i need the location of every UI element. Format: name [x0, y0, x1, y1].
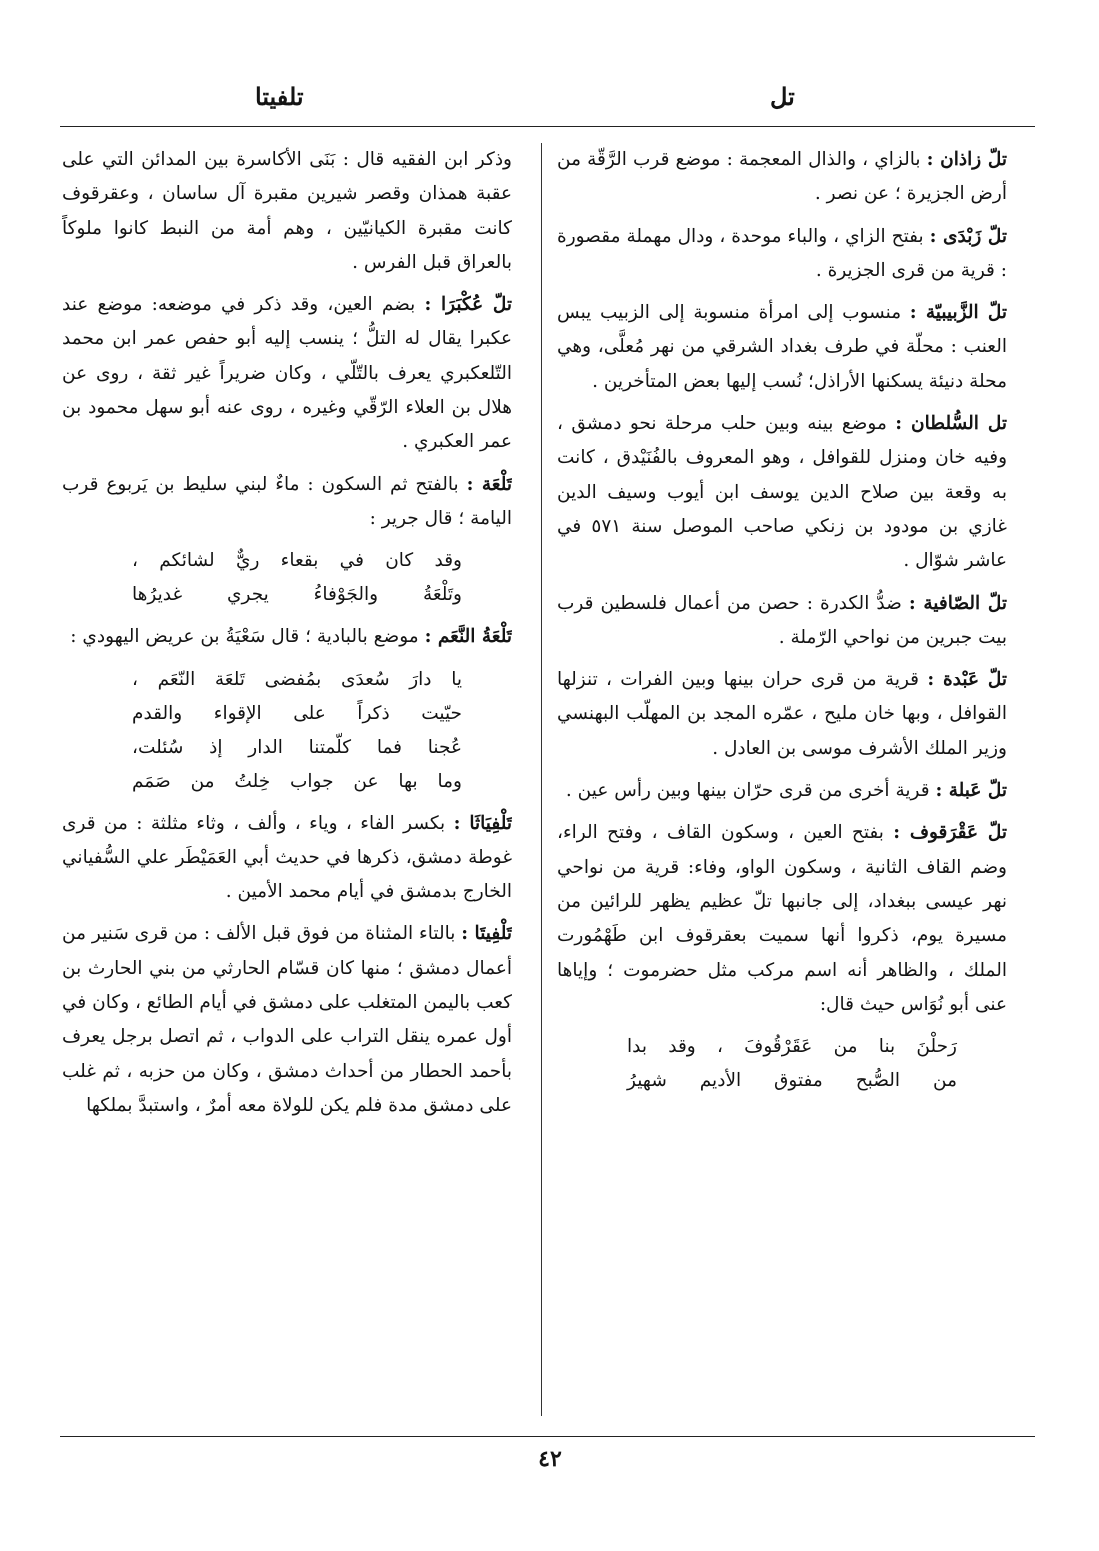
entry — [557, 143, 1007, 220]
verse-line: يا دارَ سُعدَى بمُفضى تَلعَة النّعَم ، — [132, 668, 462, 690]
verse-line: وتَلْعَةُ والجَوْفاءُ يجري غديرُها — [132, 584, 462, 606]
column-divider — [541, 143, 542, 1416]
headword: تلّ عَقْرَقوف : — [893, 822, 1007, 844]
entry-text: موضع بينه وبين حلب مرحلة نحو دمشق ، وفيه خان ومنزل للقوافل ، وهو المعروف بالفُنَيْدق ، كانت به وقعة بين صلاح الدين يوسف ابن أيوب وسيف الدين غازي بن مودود بن زنكي صاحب الموصل سنة ٥٧١ في عاشر شوّال . — [557, 413, 1007, 572]
entry — [62, 620, 512, 662]
verse-line: وقد كان في بقعاء ريٌّ لشائكم ، — [132, 550, 462, 572]
headword: تلّ عَبْدة : — [927, 669, 1007, 691]
verse-line: وما بها عن جواب خِلتُ من صَمَم — [132, 770, 462, 792]
entry — [557, 220, 1007, 297]
verse-line: من الصُّبح مفتوق الأديم شهيرُ — [627, 1070, 957, 1092]
running-head-right: تل — [770, 82, 795, 111]
headword: تل السُّلطان : — [895, 413, 1007, 435]
headword: تلّ زاذان : — [926, 149, 1007, 170]
entry — [62, 807, 512, 918]
entry — [557, 587, 1007, 664]
entry — [557, 774, 1007, 816]
page-number: ٤٢ — [538, 1446, 562, 1472]
entry-text: بفتح الزاي ، والباء موحدة ، ودال مهملة مقصورة : قرية من قرى الجزيرة . — [557, 225, 1007, 281]
entry-text: بضم العين، وقد ذكر في موضعه: موضع عند عكبرا يقال له التلُّ ؛ ينسب إليه أبو حفص عمر ابن محمد التّلعكبري يعرف بالتّلّي ، وكان ضريراً غير ثقة ، روى عن هلال بن العلاء الرّقّي وغيره ، روى عنه أبو سهل محمود بن عمر العكبري . — [62, 294, 512, 453]
verse-block — [557, 1030, 1007, 1106]
entry-text: بالزاي ، والذال المعجمة : موضع قرب الرَّقّة من أرض الجزيرة ؛ عن نصر . — [557, 149, 1007, 205]
entry — [62, 468, 512, 545]
verse-line: رَحلْنَ بنا من عَقَرْقُوفَ ، وقد بدا — [627, 1036, 957, 1058]
headword: تَلْفِيَاثَا : — [453, 812, 512, 834]
entry-text: بالتاء المثناة من فوق قبل الألف : من قرى سَنير من أعمال دمشق ؛ منها كان قسّام الحارثي من بني الحارث بن كعب باليمن المتغلب على دمشق في أيام الطائع ، وكان في أول عمره ينقل التراب على الدواب ، ثم اتصل برجل يعرف بأحمد الحطار من أحداث دمشق ، وكان من حزبه ، ثم غلب على دمشق مدة فلم يكن للولاة معه أمرٌ ، واستبدَّ بملكها — [62, 923, 512, 1116]
entry-text: بالفتح ثم السكون : ماءٌ لبني سليط بن يَربوع قرب اليامة ؛ قال جرير : — [62, 473, 512, 529]
entry — [557, 407, 1007, 586]
left-column — [62, 143, 512, 1423]
headword: تلّ عُكْبَرَا : — [424, 294, 512, 316]
right-column — [557, 143, 1007, 1423]
verse-block — [62, 544, 512, 620]
running-head-left: تلفيتا — [255, 82, 304, 111]
entry-text: قرية من قرى حران بينها وبين الفرات ، تنزلها القوافل ، وبها خان مليح ، عمّره المجد بن المهلّب البهنسي وزير الملك الأشرف موسى بن العادل . — [557, 669, 1007, 759]
entry-text: موضع بالبادية ؛ قال سَعْيَةُ بن عريض اليهودي : — [70, 626, 425, 648]
entry-text: ضدُّ الكدرة : حصن من أعمال فلسطين قرب بيت جبرين من نواحي الرّملة . — [557, 592, 1007, 648]
entry-text: قرية أخرى من قرى حرّان بينها وبين رأس عين . — [565, 780, 936, 802]
headword: تَلْعَة : — [466, 473, 512, 495]
entry-text: منسوب إلى امرأة منسوبة إلى الزبيب يبس العنب : محلّة في طرف بغداد الشرقي من نهر مُعلَّى، وهي محلة دنيئة يسكنها الأراذل؛ نُسب إليها بعض المتأخرين . — [557, 302, 1007, 392]
entry — [557, 663, 1007, 774]
entry — [62, 288, 512, 467]
header-rule — [60, 126, 1035, 127]
verse-line: حيّيت ذكراً على الإقواء والقدم — [132, 702, 462, 724]
verse-line: عُجنا فما كلّمتنا الدار إذ سُئلت، — [132, 736, 462, 758]
continuation-paragraph: وذكر ابن الفقيه قال : بَنَى الأكاسرة بين المدائن التي على عقبة همذان وقصر شيرين مقبرة آل ساسان ، وعقرقوف كانت مقبرة الكيانيّين ، وهم أمة من النبط كانوا ملوكاً بالعراق قبل الفرس . — [62, 149, 512, 273]
headword: تَلْعَةُ النَّعَم : — [424, 626, 512, 648]
headword: تَلْفِيتَا : — [461, 923, 512, 945]
entry — [557, 816, 1007, 1030]
headword: تلّ زَبْدَى : — [929, 225, 1007, 247]
footer-rule — [60, 1436, 1035, 1437]
headword: تلّ الصّافية : — [908, 592, 1007, 614]
entry-text: بفتح العين ، وسكون القاف ، وفتح الراء، وضم القاف الثانية ، وسكون الواو، وفاء: قرية من نواحي نهر عيسى ببغداد، إلى جانبها تلّ عظيم يظهر للرائين من مسيرة يوم، ذكروا أنها سميت بعقرقوف ابن طَهْمُورت الملك ، والظاهر أنه اسم مركب مثل حضرموت ؛ وإياها عنى أبو نُوَاس حيث قال: — [557, 822, 1007, 1015]
entry-text: بكسر الفاء ، وياء ، وألف ، وثاء مثلثة : من قرى غوطة دمشق، ذكرها في حديث أبي العَمَيْطَر علي السُّفياني الخارج بدمشق في أيام محمد الأمين . — [62, 812, 512, 903]
entry — [557, 296, 1007, 407]
headword: تلّ عَبلة : — [935, 780, 1007, 802]
entry — [62, 917, 512, 1131]
verse-block — [62, 663, 512, 807]
headword: تلّ الزَّبيبيّة : — [909, 302, 1007, 324]
